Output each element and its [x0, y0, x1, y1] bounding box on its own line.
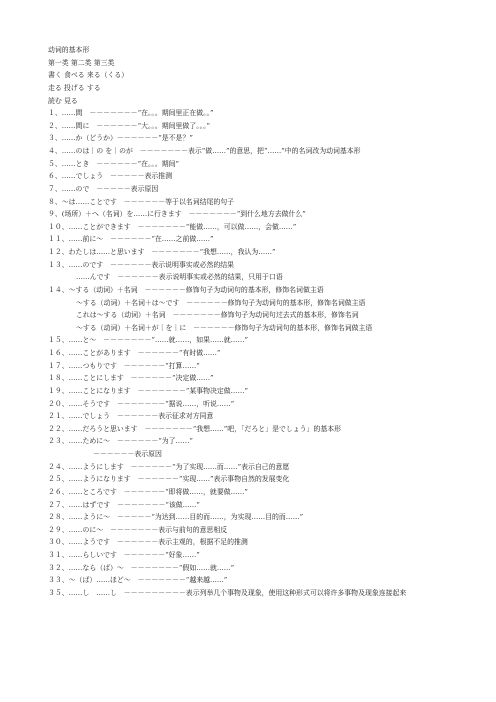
grammar-item: ３５、……し ……し －－－－－－－－－表示列举几个事物及现象，使用这种形式可以将许多事物及现象连接起来 [48, 588, 407, 597]
grammar-item: １０、……ことができます －－－－－－－“能做……，可以做……，会做……” [48, 222, 297, 231]
grammar-item: ７、……ので －－－－－表示原因 [48, 184, 159, 193]
grammar-item: １３、……のです －－－－－－表示说明事实或必然的结果 [48, 260, 235, 269]
grammar-item: ３３、～（ば）……ほど～ －－－－－－－“越来越……” [48, 576, 228, 585]
grammar-item: １２、わたしは……と思います －－－－－－－“我想……，我认为……” [48, 248, 276, 256]
grammar-item: ２、……間に －－－－－－“大。。。期间里做了。。。” [48, 121, 211, 130]
grammar-item: １４、～する（动词）＋名词 －－－－－－修饰句子为动词句的基本形，修饰名词做主语 [48, 285, 324, 294]
document-body [48, 44, 452, 600]
grammar-item: ４、……のは｜の を｜のが －－－－－－－表示“做……”的意思，把“……”中的名词改为动词基本形 [48, 147, 361, 155]
grammar-item: １５、……と～ －－－－－－－“……就……，如果……就……” [48, 336, 248, 345]
grammar-item: ２９、……のに～ －－－－－－－表示与前句的意思相反 [48, 525, 228, 534]
grammar-item: ２２、……だろうと思います －－－－－－－“我想……”吧，「だろと」是でしょう」的基本形 [48, 424, 341, 433]
grammar-item: ６、……でしょう －－－－－表示推测 [48, 172, 173, 181]
grammar-item: ２８、……ように～ －－－－－“为达到……目的而……，为实现……目的而……” [48, 513, 304, 522]
grammar-subitem: ……んです －－－－－－表示说明事实或必然的结果，只用于口语 [76, 273, 283, 282]
grammar-item: １９、……ことになります －－－－－－－“某事物决定做……” [48, 386, 248, 395]
grammar-item: ８、～は……ことです －－－－－－等于以名词结尾的句子 [48, 197, 235, 206]
grammar-item: ２４、……ようにします －－－－－－“为了实现……而……”表示自己的意愿 [48, 462, 290, 471]
category-header: 第一类 第二类 第三类 [48, 58, 115, 67]
verb-row: 読む 見る [48, 96, 78, 105]
grammar-item: ３０、……ようです －－－－－－表示主观的，根据不足的推测 [48, 538, 248, 547]
grammar-item: ２３、……ために～ －－－－－－“为了……” [48, 437, 193, 446]
page-title: 动词的基本形 [48, 46, 90, 54]
grammar-subitem: －－－－－－表示原因 [93, 450, 162, 458]
verb-row: 書く 食べる 来る（くる） [48, 71, 129, 80]
grammar-item: ２５、……ようになります －－－－－－“实现……”表示事物自然的发展变化 [48, 475, 290, 484]
grammar-item: １、……間 －－－－－－－“在。。。期间里正在做。。” [48, 109, 214, 118]
grammar-item: ２１、……でしょう －－－－－－表示征求对方同意 [48, 412, 214, 421]
grammar-subitem: ～する（动词）＋名词＋は～です －－－－－－修饰句子为动词句的基本形，修饰名词做主语 [76, 298, 366, 307]
grammar-item: １８、……ことにします －－－－－－“决定做……” [48, 374, 214, 383]
grammar-item: ３２、……なら（ば）～ －－－－－－－“假如……就……” [48, 563, 235, 572]
grammar-item: １６、……ことがあります －－－－－－“有时做……” [48, 349, 221, 357]
grammar-item: ２０、……そうです －－－－－－－“据说……，听说……” [48, 399, 235, 408]
grammar-item: ９、(场所）＋へ（名词）を……に行きます －－－－－－－“到什么地方去做什么” [48, 210, 306, 219]
grammar-item: ３、……か（どうか）－－－－－－“是不是？” [48, 134, 193, 143]
verb-row: 走る 投げる する [48, 83, 101, 92]
grammar-item: １７、……つもりです －－－－－－“打算……” [48, 361, 200, 370]
grammar-item: １１、……前に～ －－－－－－“在……之前做……” [48, 235, 214, 244]
grammar-item: ２７、……はずです －－－－－－－“该做……” [48, 500, 200, 509]
grammar-subitem: これは～する（动词）＋名词 －－－－－－－修饰句子为动词句过去式的基本形，修饰名词 [76, 311, 359, 320]
grammar-item: ２６、……ところです －－－－－－“即将做……，就要做……” [48, 487, 248, 496]
grammar-item: ３１、……らしいです －－－－－－“好象……” [48, 551, 200, 559]
grammar-subitem: ～する（动词）＋名词＋が｜を｜に －－－－－－修饰句子为动词句的基本形，修饰名词做主语 [76, 323, 373, 332]
grammar-item: ５、……とき －－－－－－“在。。。期间” [48, 159, 180, 168]
